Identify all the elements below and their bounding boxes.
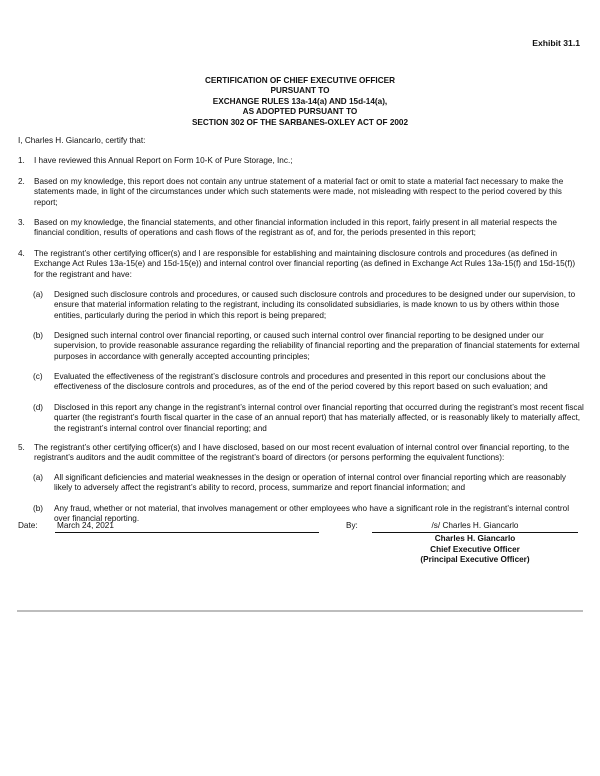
item-number: 2. (18, 177, 25, 186)
signature-underline (372, 532, 578, 533)
subitem-label: (b) (33, 504, 44, 513)
subitem-text: Evaluated the effectiveness of the registrant’s disclosure controls and procedures and presented in this report our conclusions about the effectiveness of the disclosure controls and procedures, as of the end of the period covered by this report based on such evaluation; and (54, 372, 548, 392)
item-text: Based on my knowledge, the financial statements, and other financial information included in this report, fairly present in all material respects the financial condition, results of operations and cash flows of the registrant as of, and for, the periods presented in this report; (34, 218, 557, 238)
signer-role: (Principal Executive Officer) (420, 555, 530, 564)
title-line: EXCHANGE RULES 13a-14(a) AND 15d-14(a), (212, 96, 388, 106)
item-text: The registrant’s other certifying officer(s) and I are responsible for establishing and maintaining disclosure controls and procedures (as defined in Exchange Act Rules 13a-15(e) and 15d-15(e)) and internal control over financial reporting (as defined in Exchange Act Rules 13a-15(f) and 15d-15(f)) for the registrant and have: (34, 249, 576, 279)
subitem-label: (a) (33, 290, 44, 299)
page-divider (17, 610, 583, 612)
title-line: AS ADOPTED PURSUANT TO (242, 107, 358, 117)
by-label: By: (346, 521, 358, 530)
subitem-label: (b) (33, 331, 44, 340)
date-value: March 24, 2021 (57, 521, 114, 530)
item-text: I have reviewed this Annual Report on Form 10-K of Pure Storage, Inc.; (34, 156, 293, 165)
title-line: PURSUANT TO (270, 86, 330, 96)
date-label: Date: (18, 521, 38, 530)
subitem-text: All significant deficiencies and material weaknesses in the design or operation of internal control over financial reporting which are reasonably likely to adversely affect the registrant’s ability to record, process, summarize and report financial information; and (54, 473, 567, 493)
item-text: The registrant’s other certifying officer(s) and I have disclosed, based on our most recent evaluation of internal control over financial reporting, to the registrant’s auditors and the audit committee of the registrant’s board of directors (or persons performing the equivalent functions): (34, 443, 570, 463)
subitem-text: Designed such internal control over financial reporting, or caused such internal control over financial reporting to be designed under our supervision, to provide reasonable assurance regarding the reliability of financial reporting and the preparation of financial statements for external purposes in accordance with generally accepted accounting principles; (54, 331, 580, 361)
subitem-label: (a) (33, 473, 44, 482)
subitem-label: (c) (33, 372, 43, 381)
subitem-text: Any fraud, whether or not material, that involves management or other employees who have a significant role in the registrant’s internal control over financial reporting. (54, 504, 570, 524)
subitem-label: (d) (33, 403, 44, 412)
signature-block (0, 521, 600, 581)
item-number: 4. (18, 249, 25, 258)
title-line: SECTION 302 OF THE SARBANES-OXLEY ACT OF 2002 (191, 117, 409, 127)
title-line: CERTIFICATION OF CHIEF EXECUTIVE OFFICER (205, 76, 395, 85)
subitem-text: Disclosed in this report any change in the registrant’s internal control over financial reporting that occurred during the registrant’s most recent fiscal quarter (the registrant’s fourth fiscal quarter in the case of an annual report) that has materially affected, or is reasonably likely to materially affect, the registrant’s internal control over financial reporting; and (54, 403, 584, 433)
signer-title: Chief Executive Officer (430, 545, 520, 554)
item-text: Based on my knowledge, this report does not contain any untrue statement of a material fact or omit to state a material fact necessary to make the statements made, in light of the circumstances under which such statements were made, not misleading with respect to the period covered by this report; (34, 177, 564, 207)
item-number: 3. (18, 218, 25, 227)
item-number: 1. (18, 156, 25, 165)
date-underline (55, 532, 319, 533)
item-number: 5. (18, 443, 25, 452)
signature-value: /s/ Charles H. Giancarlo (431, 521, 519, 530)
intro-statement: I, Charles H. Giancarlo, certify that: (18, 136, 146, 145)
document-title (0, 76, 600, 128)
exhibit-label: Exhibit 31.1 (532, 38, 580, 48)
subitem-text: Designed such disclosure controls and procedures, or caused such disclosure controls and procedures to be designed under our supervision, to ensure that material information relating to the registrant, including its consolidated subsidiaries, is made known to us by others within those entities, particularly during the period in which this report is being prepared; (54, 290, 576, 320)
signer-name: Charles H. Giancarlo (434, 534, 516, 543)
